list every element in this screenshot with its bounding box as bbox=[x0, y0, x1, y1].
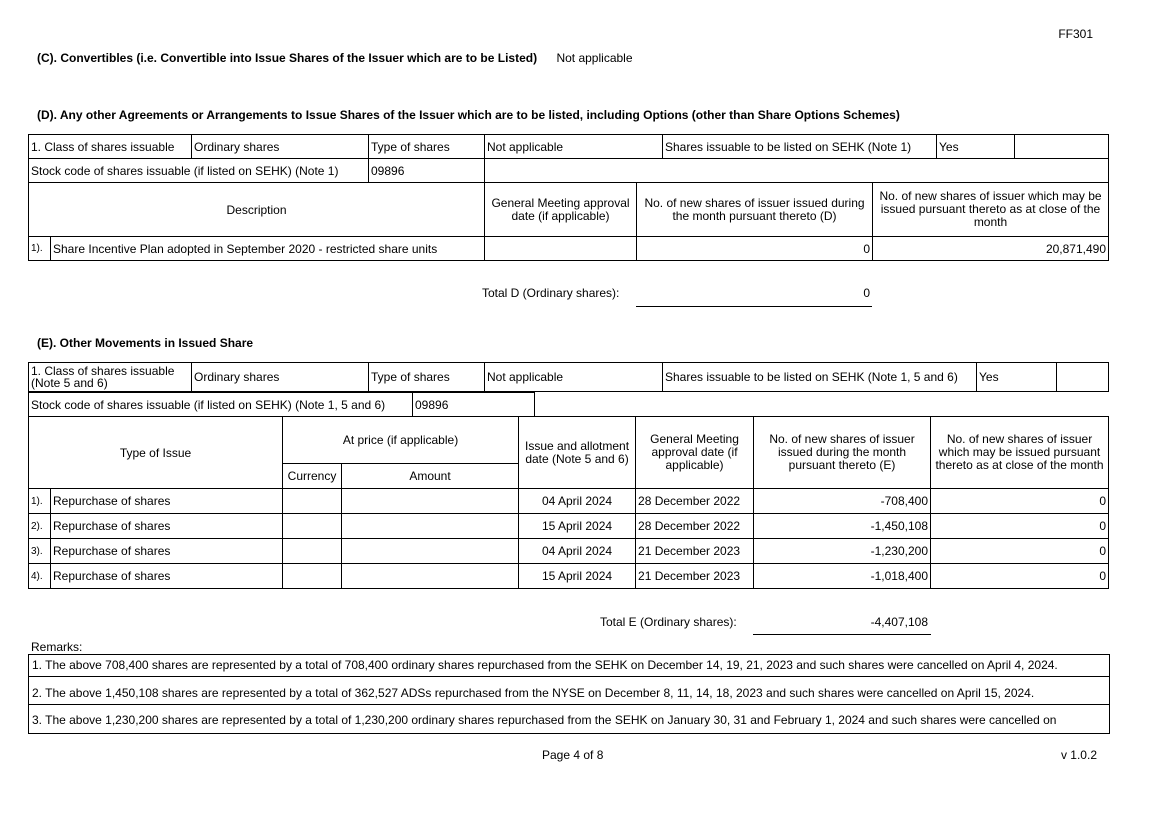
d-total-value: 0 bbox=[863, 286, 870, 300]
d-empty-cell bbox=[1015, 135, 1109, 159]
d-stock-code-blank bbox=[485, 159, 1109, 183]
e-row-may-issue: 0 bbox=[931, 564, 1109, 589]
d-header-description: Description bbox=[29, 183, 485, 237]
e-row-may-issue: 0 bbox=[931, 514, 1109, 539]
e-row-amount bbox=[342, 514, 519, 539]
e-row-gm-date: 21 December 2023 bbox=[636, 564, 754, 589]
d-class-label: 1. Class of shares issuable bbox=[29, 135, 192, 159]
section-e-header-table bbox=[28, 362, 1109, 392]
e-row-issue-date: 04 April 2024 bbox=[519, 489, 636, 514]
e-row-type: Repurchase of shares bbox=[51, 514, 283, 539]
e-header-amount: Amount bbox=[342, 464, 519, 489]
e-row-gm-date: 28 December 2022 bbox=[636, 514, 754, 539]
e-row-type: Repurchase of shares bbox=[51, 539, 283, 564]
d-total-underline bbox=[636, 306, 872, 307]
remark-item: 2. The above 1,450,108 shares are represented by a total of 362,527 ADSs repurchased from the NYSE on December 8, 11, 14, 18, 2023 and such shares were cancelled on April 15, 2024. bbox=[32, 686, 1035, 700]
e-listed-label: Shares issuable to be listed on SEHK (Note 1, 5 and 6) bbox=[663, 363, 977, 392]
e-class-label: 1. Class of shares issuable (Note 5 and 6) bbox=[29, 363, 192, 392]
e-row-amount bbox=[342, 564, 519, 589]
e-header-currency: Currency bbox=[283, 464, 342, 489]
e-header-gm-date: General Meeting approval date (if applicable) bbox=[636, 417, 754, 489]
d-stock-code-value: 09896 bbox=[369, 159, 485, 183]
e-row-may-issue: 0 bbox=[931, 539, 1109, 564]
e-row-new-shares: -1,018,400 bbox=[754, 564, 931, 589]
table-row bbox=[29, 237, 1109, 261]
d-row-may-issue: 20,871,490 bbox=[873, 237, 1109, 261]
table-row bbox=[29, 564, 1109, 589]
remark-item: 3. The above 1,230,200 shares are represented by a total of 1,230,200 ordinary shares repurchased from the SEHK on January 30, 31 and February 1, 2024 and such shares were cancelled on bbox=[32, 713, 1057, 727]
d-header-gm-date: General Meeting approval date (if applicable) bbox=[485, 183, 637, 237]
version: v 1.0.2 bbox=[1060, 748, 1097, 762]
remark-divider bbox=[29, 704, 1109, 705]
e-row-gm-date: 28 December 2022 bbox=[636, 489, 754, 514]
remarks-label: Remarks: bbox=[31, 640, 83, 654]
e-row-may-issue: 0 bbox=[931, 489, 1109, 514]
section-e-title: (E). Other Movements in Issued Share bbox=[37, 336, 254, 350]
section-d-header-table bbox=[28, 134, 1109, 183]
e-class-value: Ordinary shares bbox=[192, 363, 369, 392]
e-row-new-shares: -708,400 bbox=[754, 489, 931, 514]
d-row-description: Share Incentive Plan adopted in September 2020 - restricted share units bbox=[51, 237, 485, 261]
e-row-new-shares: -1,450,108 bbox=[754, 514, 931, 539]
d-type-value: Not applicable bbox=[485, 135, 663, 159]
section-c bbox=[37, 51, 633, 65]
page-number: Page 4 of 8 bbox=[542, 748, 604, 762]
e-listed-value: Yes bbox=[977, 363, 1057, 392]
e-stock-code-value: 09896 bbox=[413, 393, 519, 417]
e-type-value: Not applicable bbox=[485, 363, 663, 392]
e-row-num: 1). bbox=[29, 489, 51, 514]
e-header-issue-date: Issue and allotment date (Note 5 and 6) bbox=[519, 417, 636, 489]
d-listed-value: Yes bbox=[937, 135, 1015, 159]
section-e-table bbox=[28, 416, 1109, 589]
e-row-currency bbox=[283, 539, 342, 564]
e-header-new-shares: No. of new shares of issuer issued during the month pursuant thereto (E) bbox=[754, 417, 931, 489]
e-row-currency bbox=[283, 564, 342, 589]
e-row-type: Repurchase of shares bbox=[51, 564, 283, 589]
e-stock-code-label: Stock code of shares issuable (if listed on SEHK) (Note 1, 5 and 6) bbox=[29, 393, 413, 417]
section-c-value: Not applicable bbox=[556, 51, 633, 65]
table-row bbox=[29, 539, 1109, 564]
section-d-table bbox=[28, 182, 1109, 261]
e-row-currency bbox=[283, 514, 342, 539]
remark-divider bbox=[29, 676, 1109, 677]
e-row-type: Repurchase of shares bbox=[51, 489, 283, 514]
d-stock-code-label: Stock code of shares issuable (if listed on SEHK) (Note 1) bbox=[29, 159, 369, 183]
table-row bbox=[29, 514, 1109, 539]
e-total-underline bbox=[753, 634, 931, 635]
section-d-title: (D). Any other Agreements or Arrangements to Issue Shares of the Issuer which are to be listed, including Options (other than Share Options Schemes) bbox=[37, 108, 900, 122]
e-row-issue-date: 04 April 2024 bbox=[519, 539, 636, 564]
e-row-amount bbox=[342, 489, 519, 514]
d-header-new-shares: No. of new shares of issuer issued during the month pursuant thereto (D) bbox=[637, 183, 873, 237]
e-row-amount bbox=[342, 539, 519, 564]
e-row-gm-date: 21 December 2023 bbox=[636, 539, 754, 564]
e-header-type: Type of Issue bbox=[29, 417, 283, 489]
e-row-new-shares: -1,230,200 bbox=[754, 539, 931, 564]
e-row-issue-date: 15 April 2024 bbox=[519, 514, 636, 539]
d-type-label: Type of shares bbox=[369, 135, 485, 159]
e-total-value: -4,407,108 bbox=[870, 615, 928, 629]
d-row-num: 1). bbox=[29, 237, 51, 261]
form-code: FF301 bbox=[1058, 27, 1093, 41]
e-header-may-issue: No. of new shares of issuer which may be issued pursuant thereto as at close of the month bbox=[931, 417, 1109, 489]
e-row-num: 2). bbox=[29, 514, 51, 539]
d-row-gm-date bbox=[485, 237, 637, 261]
section-c-title: (C). Convertibles (i.e. Convertible into Issue Shares of the Issuer which are to be Listed) bbox=[37, 51, 538, 65]
e-header-at-price: At price (if applicable) bbox=[283, 417, 519, 464]
e-empty-cell bbox=[1057, 363, 1109, 392]
d-total-label: Total D (Ordinary shares): bbox=[482, 286, 620, 300]
d-listed-label: Shares issuable to be listed on SEHK (Note 1) bbox=[663, 135, 937, 159]
e-stock-code-blank bbox=[519, 393, 535, 417]
e-row-issue-date: 15 April 2024 bbox=[519, 564, 636, 589]
section-e-stock-table bbox=[28, 392, 535, 417]
d-class-value: Ordinary shares bbox=[192, 135, 369, 159]
e-total-label: Total E (Ordinary shares): bbox=[600, 615, 737, 629]
e-row-num: 4). bbox=[29, 564, 51, 589]
d-row-new-shares: 0 bbox=[637, 237, 873, 261]
e-row-num: 3). bbox=[29, 539, 51, 564]
d-header-may-issue: No. of new shares of issuer which may be issued pursuant thereto as at close of the month bbox=[873, 183, 1109, 237]
table-row bbox=[29, 489, 1109, 514]
remark-item: 1. The above 708,400 shares are represented by a total of 708,400 ordinary shares repurchased from the SEHK on December 14, 19, 21, 2023 and such shares were cancelled on April 4, 2024. bbox=[32, 658, 1058, 672]
e-type-label: Type of shares bbox=[369, 363, 485, 392]
remarks-box bbox=[28, 654, 1110, 734]
e-row-currency bbox=[283, 489, 342, 514]
